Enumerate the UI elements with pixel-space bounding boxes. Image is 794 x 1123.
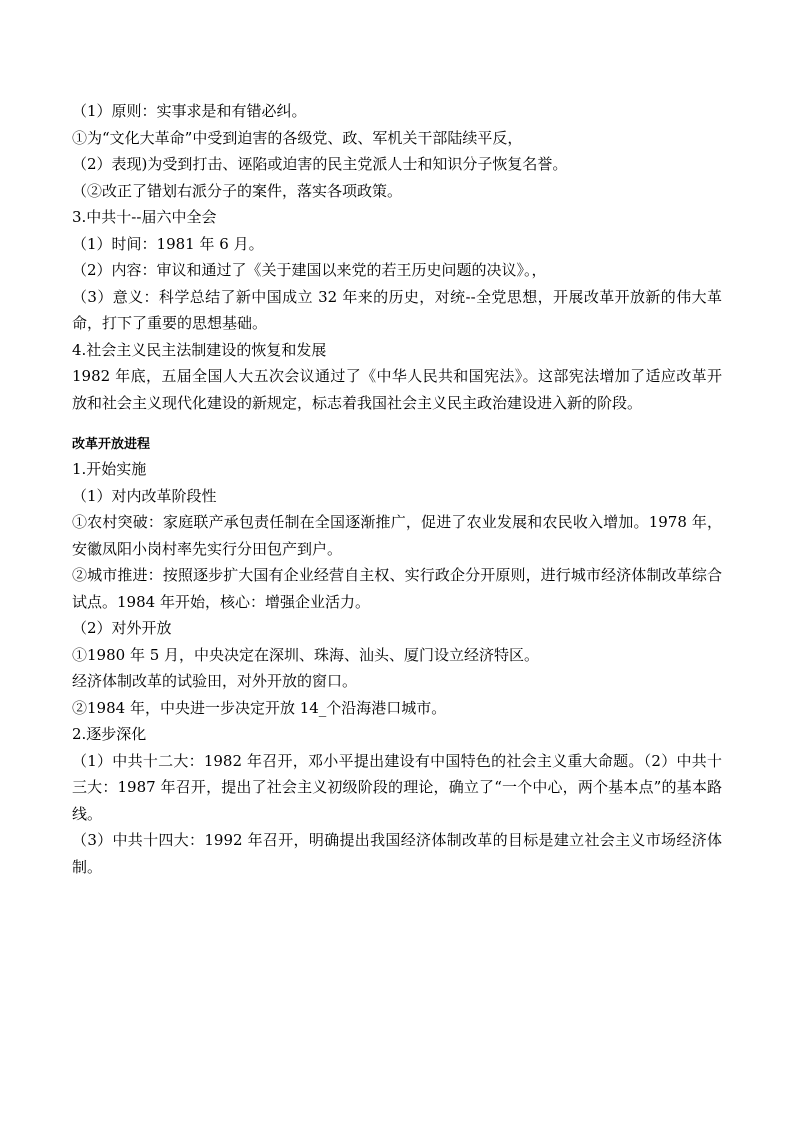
urban-reform-paragraph: ②城市推进：按照逐步扩大国有企业经营自主权、实行政企分开原则，进行城市经济体制改革综合试点。1984 年开始，核心：增强企业活力。	[72, 566, 722, 611]
legal-system-heading: 4.社会主义民主法制建设的恢复和发展	[72, 340, 327, 359]
special-zones-role-line: 经济体制改革的试验田，对外开放的窗口。	[72, 672, 358, 690]
rehabilitation-line: ①为“文化大革命”中受到迫害的各级党、政、军机关干部陆续平反，	[72, 128, 523, 147]
section-title: 改革开放进程	[72, 437, 151, 452]
manifestation-line: （2）表现)为受到打击、诬陷或迫害的民主党派人士和知识分子恢复名誉。	[72, 155, 568, 173]
congress-12-13-paragraph: （1）中共十二大：1982 年召开，邓小平提出建设有中国特色的社会主义重大命题。（2）中共十三大：1987 年召开，提出了社会主义初级阶段的理论，确立了“一个中心，两个基本点”的基本路线。	[72, 751, 722, 823]
plenum-significance-paragraph: （3）意义：科学总结了新中国成立 32 年来的历史，对统--全党思想，开展改革开放新的伟大革命，打下了重要的思想基础。	[72, 287, 722, 332]
deepening-heading: 2.逐步深化	[72, 725, 147, 743]
special-zones-line: ①1980 年 5 月，中央决定在深圳、珠海、汕头、厦门设立经济特区。	[72, 645, 540, 664]
plenum-content-line: （2）内容：审议和通过了《关于建国以来党的若王历史问题的决议》。，	[72, 261, 547, 279]
plenum-heading: 3.中共十--届六中全会	[72, 208, 217, 226]
start-heading: 1.开始实施	[72, 460, 147, 478]
coastal-cities-line: ②1984 年，中央进一步决定开放 14_个沿海港口城市。	[72, 698, 447, 717]
congress-14-paragraph: （3）中共十四大：1992 年召开，明确提出我国经济体制改革的目标是建立社会主义市场经济体制。	[72, 831, 722, 876]
principle-line: （1）原则：实事求是和有错必纠。	[72, 102, 307, 120]
opening-up-line: （2）对外开放	[72, 619, 172, 637]
domestic-reform-line: （1）对内改革阶段性	[72, 486, 217, 505]
rural-breakthrough-paragraph: ①农村突破：家庭联产承包责任制在全国逐渐推广，促进了农业发展和农民收入增加。1978 年，安徽凤阳小岗村率先实行分田包产到户。	[72, 513, 722, 558]
constitution-paragraph: 1982 年底，五届全国人大五次会议通过了《中华人民共和国宪法》。这部宪法增加了适应改革开放和社会主义现代化建设的新规定，标志着我国社会主义民主政治建设进入新的阶段。	[72, 367, 722, 412]
rightist-correction-line: （②改正了错划右派分子的案件，落实各项政策。	[72, 181, 403, 200]
document-page	[72, 98, 722, 880]
plenum-time-line: （1）时间：1981 年 6 月。	[72, 234, 264, 253]
